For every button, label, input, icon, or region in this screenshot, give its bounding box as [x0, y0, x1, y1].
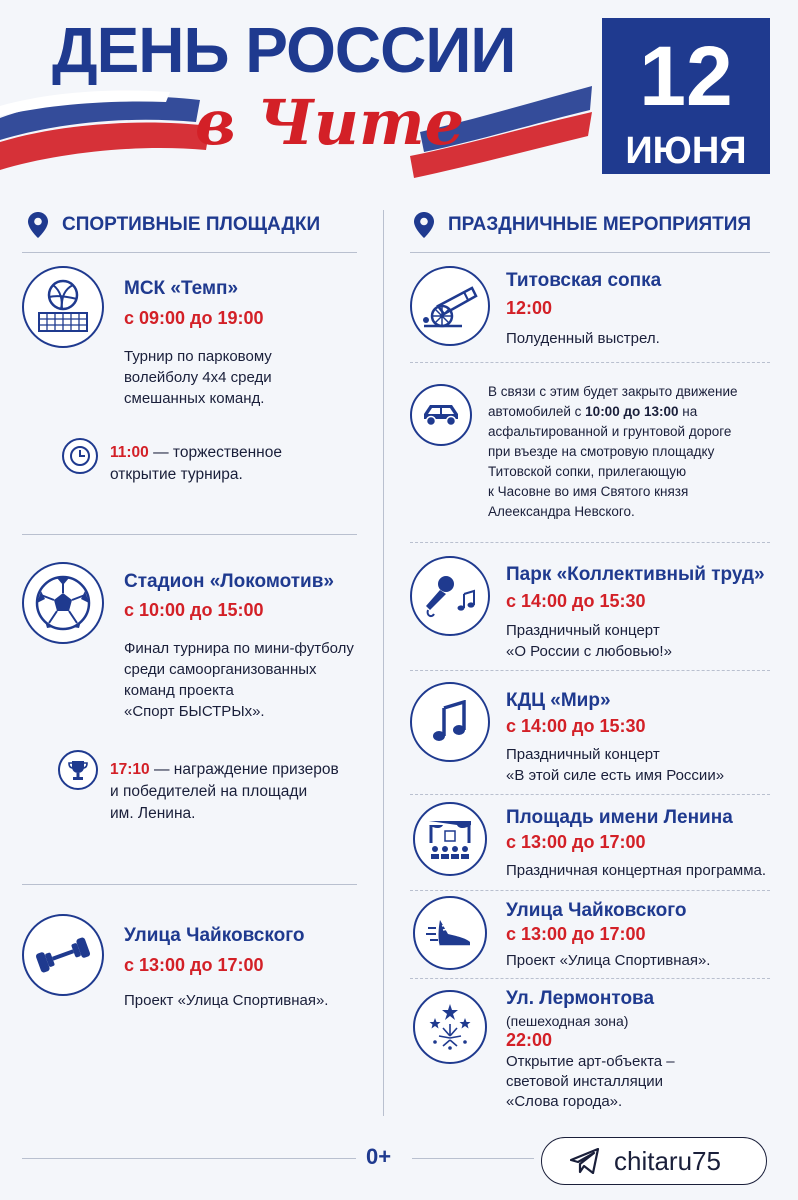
events-column-header [414, 210, 751, 240]
sports-column-header [28, 210, 320, 240]
note-line: открытие турнира. [110, 466, 243, 483]
date-badge [602, 18, 770, 174]
volleyball-icon [22, 266, 104, 348]
telegram-handle: chitaru75 [614, 1145, 721, 1176]
event-time: с 14:00 до 15:30 [506, 716, 646, 736]
desc-line: среди самоорганизованных [124, 661, 317, 678]
age-rating: 0+ [366, 1144, 392, 1169]
fireworks-icon [413, 990, 487, 1064]
sneaker-icon [413, 896, 487, 970]
desc-line: «В этой силе есть имя России» [506, 767, 725, 784]
event-time: 22:00 [506, 1030, 553, 1050]
sport-venue: Улица Чайковского [124, 925, 305, 946]
event-time: с 13:00 до 17:00 [506, 832, 646, 852]
divider [410, 362, 770, 363]
desc-line: «Слова города». [506, 1093, 623, 1110]
map-pin-icon [28, 212, 48, 238]
notice-line: асфальтированной и грунтовой дороге [488, 424, 732, 439]
desc-line: Турнир по парковому [124, 348, 272, 365]
car-icon [410, 384, 472, 446]
event-description [506, 744, 724, 786]
desc-line: Открытие арт-объекта – [506, 1053, 675, 1070]
desc-line: Праздничный концерт [506, 622, 660, 639]
note-line: — награждение призеров [149, 761, 339, 778]
event-venue: Титовская сопка [506, 270, 662, 291]
notice-time: 10:00 до 13:00 [585, 404, 679, 419]
microphone-icon [410, 556, 490, 636]
cannon-icon [410, 266, 490, 346]
event-description [506, 620, 672, 662]
telegram-icon [570, 1148, 600, 1174]
page-title: ДЕНЬ РОССИИ [52, 14, 516, 86]
desc-line: Праздничная концертная программа. [506, 862, 767, 879]
event-venue: Парк «Коллективный труд» [506, 564, 765, 585]
divider [410, 252, 770, 253]
desc-line: волейболу 4х4 среди [124, 369, 272, 386]
desc-line: Праздничный концерт [506, 746, 660, 763]
footer-divider [22, 1158, 356, 1159]
map-pin-icon [414, 212, 434, 238]
sport-description [124, 638, 354, 722]
column-divider [383, 210, 384, 1116]
event-venue: КДЦ «Мир» [506, 690, 611, 711]
note-time: 17:10 [110, 761, 150, 778]
music-note-icon [410, 682, 490, 762]
notice-line: Алеександра Невского. [488, 504, 635, 519]
date-day: 12 [639, 29, 733, 123]
stage-icon [413, 802, 487, 876]
sport-time: с 10:00 до 15:00 [124, 600, 264, 620]
notice-line [488, 402, 738, 422]
event-description [506, 328, 660, 349]
note-line: и победителей на площади [110, 783, 308, 800]
event-time: с 13:00 до 17:00 [506, 924, 646, 944]
divider [410, 542, 770, 543]
sport-note [110, 759, 339, 825]
traffic-notice [488, 382, 738, 522]
event-description [506, 950, 710, 971]
event-description [506, 860, 766, 881]
sport-description [124, 346, 272, 409]
divider [22, 884, 357, 885]
desc-line: «О России с любовью!» [506, 643, 672, 660]
notice-line: Титовской сопки, прилегающую [488, 464, 687, 479]
divider [22, 534, 357, 535]
desc-line: Проект «Улица Спортивная». [506, 952, 711, 969]
desc-line: «Спорт БЫСТРЫх». [124, 703, 265, 720]
sport-time: с 13:00 до 17:00 [124, 955, 264, 975]
divider [410, 890, 770, 891]
event-description [506, 1052, 675, 1112]
desc-line: команд проекта [124, 682, 234, 699]
divider [22, 252, 357, 253]
events-column-title: ПРАЗДНИЧНЫЕ МЕРОПРИЯТИЯ [448, 214, 752, 235]
desc-line: Полуденный выстрел. [506, 330, 660, 347]
divider [410, 794, 770, 795]
event-venue-subtitle: (пешеходная зона) [506, 1013, 629, 1029]
desc-line: смешанных команд. [124, 390, 265, 407]
footer-divider [412, 1158, 534, 1159]
event-venue: Ул. Лермонтова [506, 988, 655, 1009]
trophy-icon [58, 750, 98, 790]
note-line: им. Ленина. [110, 805, 196, 822]
divider [410, 670, 770, 671]
date-month: ИЮНЯ [625, 130, 747, 172]
page-subtitle: в Чите [195, 86, 465, 159]
notice-line: при въезде на смотровую площадку [488, 444, 715, 459]
notice-text: автомобилей с [488, 404, 586, 419]
note-time: 11:00 [110, 444, 149, 461]
sport-venue: Стадион «Локомотив» [124, 571, 334, 592]
notice-text: на [678, 404, 698, 419]
desc-line: световой инсталляции [506, 1073, 664, 1090]
event-venue: Улица Чайковского [506, 900, 687, 921]
clock-icon [62, 438, 98, 474]
divider [410, 978, 770, 979]
desc-line: Финал турнира по мини-футболу [124, 640, 354, 657]
sport-note [110, 442, 282, 486]
notice-line: к Часовне во имя Святого князя [488, 484, 689, 499]
note-line: — торжественное [148, 444, 282, 461]
notice-line: В связи с этим будет закрыто движение [488, 384, 738, 399]
event-time: с 14:00 до 15:30 [506, 591, 646, 611]
sport-venue: МСК «Темп» [124, 278, 239, 299]
sport-description [124, 990, 328, 1011]
football-icon [22, 562, 104, 644]
sport-time: с 09:00 до 19:00 [124, 308, 264, 328]
dumbbell-icon [22, 914, 104, 996]
sports-column-title: СПОРТИВНЫЕ ПЛОЩАДКИ [62, 214, 321, 235]
telegram-link[interactable] [541, 1137, 767, 1185]
event-venue: Площадь имени Ленина [506, 807, 733, 828]
event-time: 12:00 [506, 298, 553, 318]
desc-line: Проект «Улица Спортивная». [124, 992, 329, 1009]
